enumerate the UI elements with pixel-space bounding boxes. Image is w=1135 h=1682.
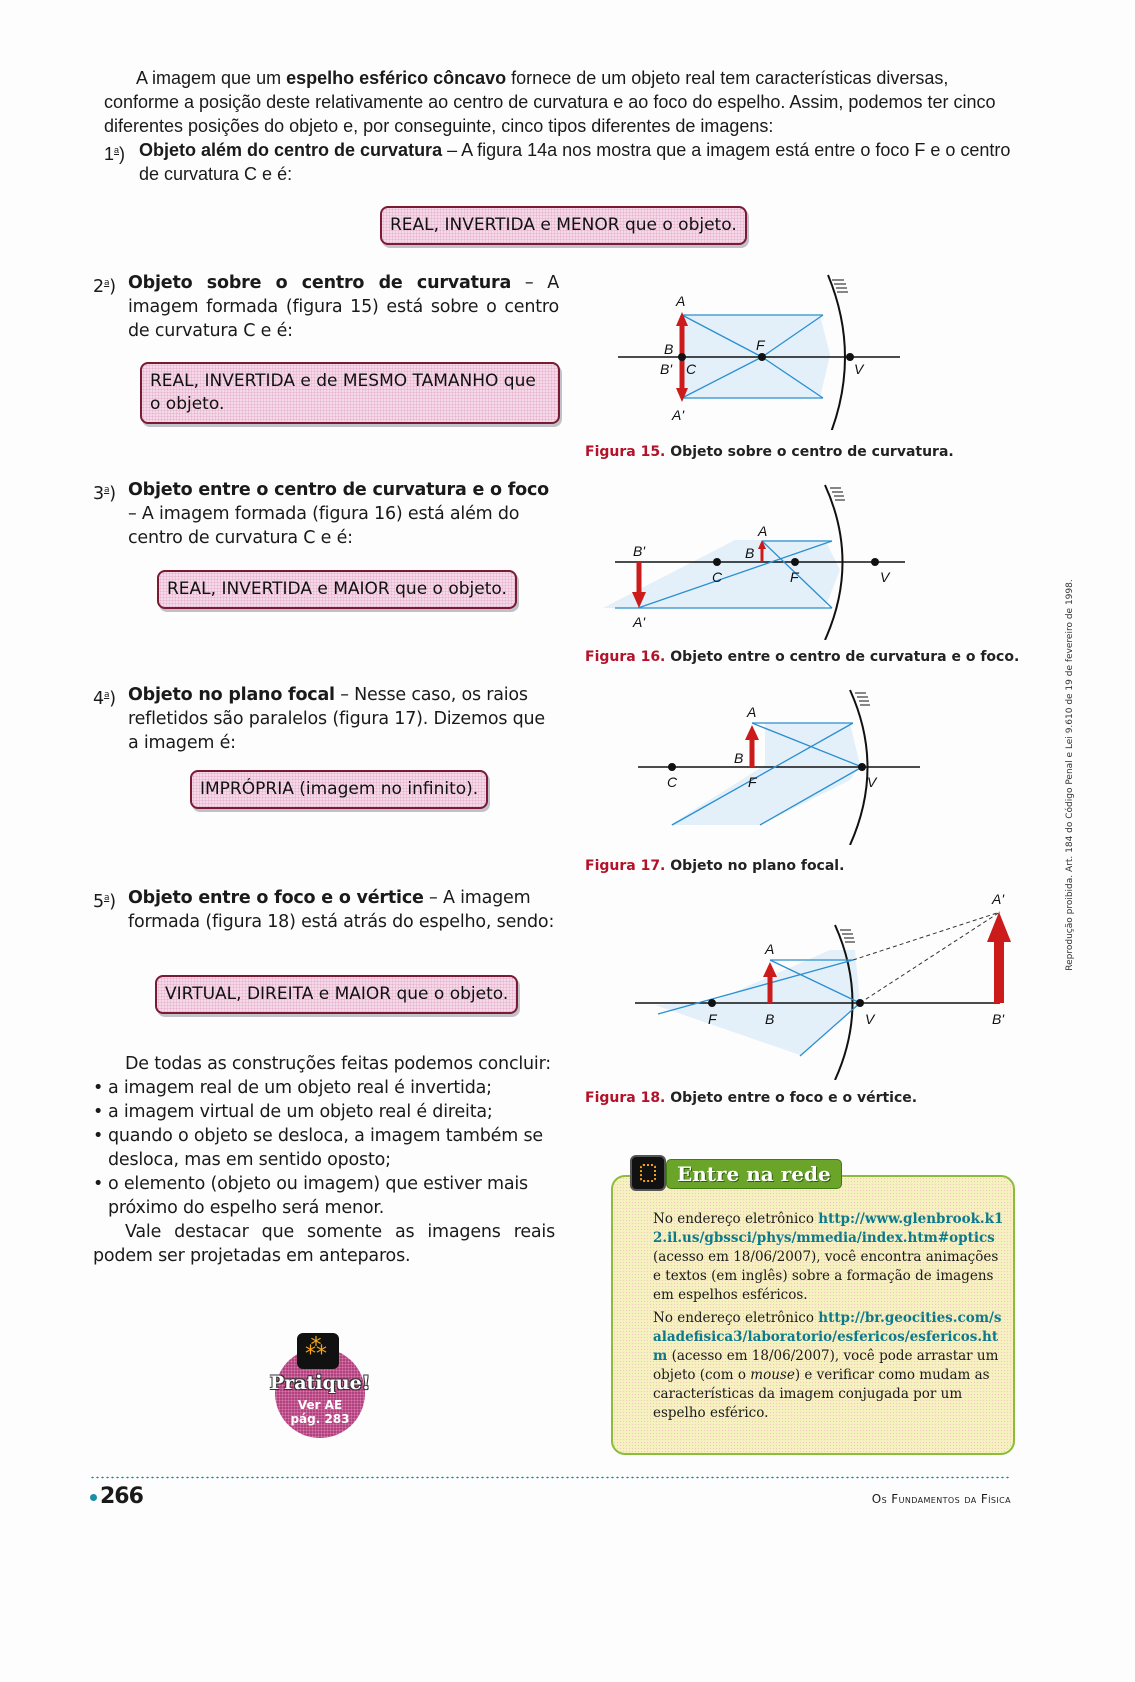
legal-notice: Reprodução proibida. Art. 184 do Código Penal e Lei 9.610 de 19 de fevereiro de 1998. [1065, 579, 1075, 971]
entre-na-rede-text [625, 1210, 1005, 1427]
item-1-text: Objeto além do centro de curvatura – A figura 14a nos mostra que a imagem está entre o foco F e o centro de curvatura C e é: [139, 140, 1011, 184]
fig18-label-F: F [708, 1011, 717, 1027]
conclusion-closing: Vale destacar que somente as imagens reais podem ser projetadas em anteparos. [93, 1222, 555, 1266]
fig15-label-V: V [854, 361, 864, 377]
figure-17-diagram [630, 685, 930, 845]
fig16-label-A: A [758, 523, 768, 539]
net-paragraph-2: No endereço eletrônico http://br.geocities.com/saladefisica3/laboratorio/esfericos/esfericos.htm (acesso em 18/06/2007), você pode arrastar um objeto (com o mouse) e verificar como mudam as características da imagem conjugada por um espelho esférico. [653, 1310, 1002, 1421]
intro-bold-term: espelho esférico côncavo [286, 68, 507, 88]
fig15-label-F: F [756, 337, 765, 353]
conclusion-bullet: • a imagem virtual de um objeto real é direita; [93, 1100, 555, 1124]
figure-15-diagram [600, 270, 920, 430]
item-2-text: Objeto sobre o centro de curvatura – A imagem formada (figura 15) está sobre o centro de curvatura C e é: [128, 273, 559, 341]
fig15-label-Ap: A' [672, 407, 685, 423]
fig18-label-Bp: B' [992, 1011, 1005, 1027]
ae-icon [297, 1333, 339, 1369]
item-4-number: 4$^a$) [93, 688, 116, 709]
fig18-label-V: V [865, 1011, 875, 1027]
fig17-label-A: A [747, 704, 757, 720]
figure-15-caption: Figura 15. Objeto sobre o centro de curvatura. [585, 444, 954, 460]
rule-box-5: VIRTUAL, DIREITA e MAIOR que o objeto. [155, 975, 518, 1014]
fig17-label-V: V [867, 774, 877, 790]
fig17-label-F: F [748, 774, 757, 790]
item-1-number: 1$^a$) [104, 144, 126, 164]
conclusion-intro: De todas as construções feitas podemos concluir: [125, 1054, 551, 1074]
conclusion-bullet: • quando o objeto se desloca, a imagem também se desloca, mas em sentido oposto; [93, 1124, 555, 1172]
fig17-label-C: C [667, 774, 678, 790]
item-1 [104, 138, 1014, 186]
item-3-number: 3$^a$) [93, 483, 116, 504]
figure-16-diagram [585, 480, 925, 640]
conclusion-bullet: • o elemento (objeto ou imagem) que estiver mais próximo do espelho será menor. [93, 1172, 555, 1220]
item-3-text: Objeto entre o centro de curvatura e o foco – A imagem formada (figura 16) está além do centro de curvatura C e é: [128, 480, 549, 548]
fig16-label-V: V [880, 569, 890, 585]
fig16-label-Bp: B' [633, 543, 646, 559]
fig16-label-B: B [745, 545, 755, 561]
fig16-label-Ap: A' [633, 614, 646, 630]
item-3 [93, 478, 559, 550]
fig15-label-Bp: B' [660, 361, 673, 377]
intro-text-pre: A imagem que um [136, 68, 287, 88]
conclusion-list [93, 1076, 555, 1220]
entre-na-rede-title: Entre na rede [666, 1159, 842, 1189]
fig17-label-B: B [734, 750, 744, 766]
fig18-label-Ap: A' [992, 891, 1005, 907]
figure-18-diagram [630, 890, 1030, 1080]
item-5-text: Objeto entre o foco e o vértice – A imagem formada (figura 18) está atrás do espelho, sendo: [128, 888, 555, 932]
fig18-label-A: A [765, 941, 775, 957]
figure-18-caption: Figura 18. Objeto entre o foco e o vértice. [585, 1090, 918, 1106]
rule-box-1: REAL, INVERTIDA e MENOR que o objeto. [380, 206, 747, 245]
intro-paragraph [104, 66, 1014, 186]
item-5-number: 5$^a$) [93, 891, 116, 912]
conclusion [93, 1052, 555, 1268]
fig16-label-F: F [790, 569, 799, 585]
fig16-label-C: C [712, 569, 723, 585]
item-4-text: Objeto no plano focal – Nesse caso, os raios refletidos são paralelos (figura 17). Dizemos que a imagem é: [128, 685, 545, 753]
item-4 [93, 683, 559, 755]
rule-box-4: IMPRÓPRIA (imagem no infinito). [190, 770, 488, 809]
page-number: 266 [90, 1484, 143, 1509]
footer-divider [90, 1476, 1010, 1479]
pratique-title: Pratique! [269, 1372, 371, 1394]
pratique-ref: Ver AE pág. 283 [290, 1398, 350, 1426]
item-5 [93, 886, 559, 934]
fig15-label-C: C [686, 361, 697, 377]
figure-17-caption: Figura 17. Objeto no plano focal. [585, 858, 845, 874]
item-2-number: 2$^a$) [93, 276, 116, 297]
fig15-label-B: B [664, 341, 674, 357]
item-2 [93, 271, 559, 343]
rule-box-3: REAL, INVERTIDA e MAIOR que o objeto. [157, 570, 517, 609]
intro-text-post: fornece de um objeto real tem características diversas, conforme a posição deste relativamente ao centro de curvatura e ao foco do espelho. Assim, podemos ter cinco diferentes posições do objeto e, por conseguinte, cinco tipos diferentes de imagens: [104, 68, 996, 136]
fig15-label-A: A [676, 293, 686, 309]
net-paragraph-1: No endereço eletrônico http://www.glenbrook.k12.il.us/gbssci/phys/mmedia/index.htm#optics (acesso em 18/06/2007), você encontra animações e textos (em inglês) sobre a formação de imagens em espelhos esféricos. [653, 1211, 1004, 1303]
link-glenbrook[interactable]: http://www.glenbrook.k12.il.us/gbssci/phys/mmedia/index.htm#optics [653, 1211, 1004, 1246]
link-geocities[interactable]: http://br.geocities.com/saladefisica3/laboratorio/esfericos/esfericos.htm [653, 1310, 1002, 1364]
conclusion-bullet: • a imagem real de um objeto real é invertida; [93, 1076, 555, 1100]
figure-16-caption: Figura 16. Objeto entre o centro de curvatura e o foco. [585, 649, 1020, 665]
rule-box-2: REAL, INVERTIDA e de MESMO TAMANHO que o objeto. [140, 362, 560, 424]
fig18-label-B: B [765, 1011, 775, 1027]
book-title: Os Fundamentos da Física [871, 1492, 1011, 1506]
web-icon [630, 1155, 666, 1191]
